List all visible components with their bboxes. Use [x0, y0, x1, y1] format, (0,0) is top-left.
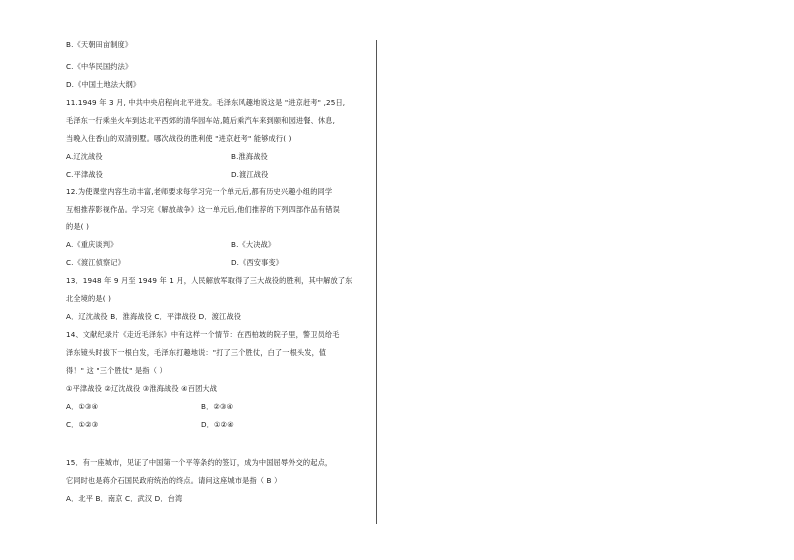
q12-stem-line2: 互相推荐影视作品。学习完《解放战争》这一单元后,他们推荐的下列四部作品有错误 [66, 205, 340, 214]
q14-option-c: C．①②③ [66, 420, 99, 429]
q12-stem-line3: 的是( ) [66, 222, 90, 231]
q10-option-c: C.《中华民国约法》 [66, 62, 133, 71]
q10-option-b: B.《天朝田亩制度》 [66, 40, 133, 49]
q12-option-b: B.《大决战》 [231, 240, 276, 249]
q14-option-d: D．①②④ [201, 420, 234, 429]
q11-option-d: D.渡江战役 [231, 170, 269, 179]
q14-options-row2 [66, 420, 234, 430]
q13-options: A．辽沈战役 B．淮海战役 C．平津战役 D．渡江战役 [66, 312, 242, 321]
q14-items: ①平津战役 ②辽沈战役 ③淮海战役 ④百团大战 [66, 384, 218, 393]
q11-option-c: C.平津战役 [66, 170, 103, 179]
q11-options-row1 [66, 152, 268, 162]
q11-stem-line2: 毛泽东一行乘坐火车到达北平西郊的清华园车站,随后乘汽车来到颐和园进餐、休息, [66, 116, 336, 125]
q11-option-b: B.淮海战役 [231, 152, 268, 161]
q11-option-a: A.辽沈战役 [66, 152, 103, 161]
q12-options-row1 [66, 240, 276, 250]
q11-stem-line1: 11.1949 年 3 月, 中共中央启程向北平进发。毛泽东风趣地说这是 "进京赶考" ,25日, [66, 98, 346, 107]
q14-option-b: B．②③④ [201, 402, 234, 411]
q15-options: A．北平 B．南京 C．武汉 D．台湾 [66, 494, 183, 503]
q14-stem-line3: 得！" 这 "三个胜仗" 是指（ ） [66, 366, 167, 375]
q12-option-a: A.《重庆谈判》 [66, 240, 118, 249]
q12-option-d: D.《西安事变》 [231, 258, 284, 267]
q13-stem-line1: 13．1948 年 9 月至 1949 年 1 月，人民解放军取得了三大战役的胜利，其中解放了东 [66, 276, 353, 285]
q10-option-d: D.《中国土地法大纲》 [66, 80, 141, 89]
column-divider [376, 40, 377, 524]
q14-stem-line1: 14、文献纪录片《走近毛泽东》中有这样一个情节：在西柏坡的院子里，警卫员给毛 [66, 330, 340, 339]
q12-stem-line1: 12.为使课堂内容生动丰富,老师要求每学习完一个单元后,都有历史兴趣小组的同学 [66, 187, 333, 196]
q12-option-c: C.《渡江侦察记》 [66, 258, 125, 267]
q14-stem-line2: 泽东镜头时拔下一根白发，毛泽东打趣地说："打了三个胜仗，白了一根头发，值 [66, 348, 327, 357]
q11-options-row2 [66, 170, 269, 180]
q15-stem-line2: 它同时也是蒋介石国民政府统治的终点。请问这座城市是指（ B ） [66, 476, 282, 485]
q14-option-a: A．①③④ [66, 402, 99, 411]
q11-stem-line3: 当晚入住香山的双清别墅。哪次战役的胜利使 "进京赶考" 能够成行( ) [66, 134, 292, 143]
q13-stem-line2: 北全境的是( ) [66, 294, 112, 303]
q12-options-row2 [66, 258, 284, 268]
q14-options-row1 [66, 402, 234, 412]
q15-stem-line1: 15．有一座城市，见证了中国第一个平等条约的签订，成为中国屈辱外交的起点， [66, 458, 333, 467]
